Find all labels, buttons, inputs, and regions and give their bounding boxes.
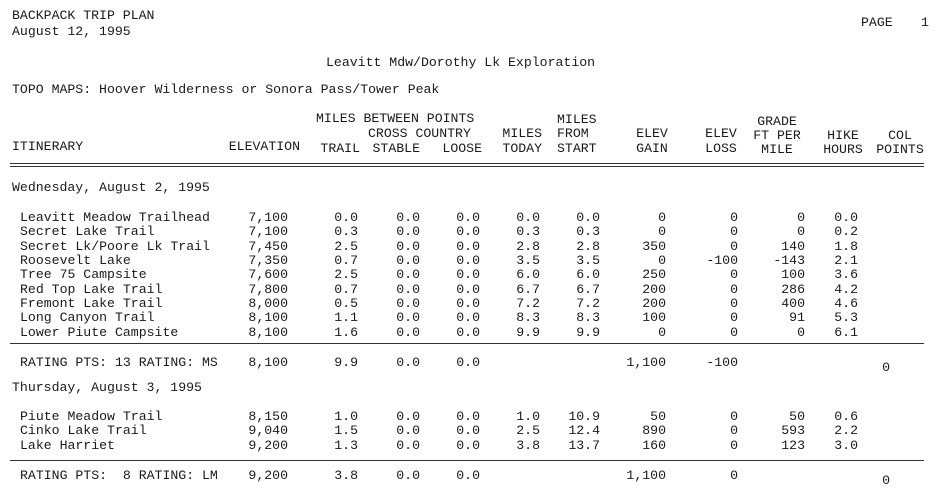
cell-grade: 50 xyxy=(789,409,805,424)
cell-trail: 0.5 xyxy=(334,296,358,311)
trip-title: Leavitt Mdw/Dorothy Lk Exploration xyxy=(326,55,596,70)
summary-elev-loss: 0 xyxy=(730,468,738,483)
waypoint-name: Secret Lk/Poore Lk Trail xyxy=(20,239,210,254)
cell-grade: 123 xyxy=(781,438,805,453)
summary-elev-loss: -100 xyxy=(706,355,738,370)
cell-loose: 0.0 xyxy=(456,438,480,453)
day-1-divider xyxy=(10,343,924,344)
waypoint-name: Leavitt Meadow Trailhead xyxy=(20,210,210,225)
cell-grade: 91 xyxy=(789,310,805,325)
cell-loose: 0.0 xyxy=(456,325,480,340)
cell-stable: 0.0 xyxy=(396,267,420,282)
cell-loss: 0 xyxy=(730,239,738,254)
cell-trail: 0.0 xyxy=(334,210,358,225)
cell-hours: 0.0 xyxy=(834,210,858,225)
waypoint-name: Long Canyon Trail xyxy=(20,310,155,325)
cell-grade: 286 xyxy=(781,282,805,297)
elev-loss-header-1: ELEV xyxy=(705,126,737,141)
cell-today: 0.3 xyxy=(516,224,540,239)
summary-elevation: 9,200 xyxy=(248,468,288,483)
cell-start: 6.7 xyxy=(576,282,600,297)
trail-header: TRAIL xyxy=(320,141,360,156)
topo-maps: TOPO MAPS: Hoover Wilderness or Sonora Pass/Tower Peak xyxy=(12,82,440,97)
cell-elev: 8,100 xyxy=(248,325,288,340)
cell-grade: 593 xyxy=(781,423,805,438)
cell-loose: 0.0 xyxy=(456,239,480,254)
cell-gain: 0 xyxy=(658,224,666,239)
waypoint-name: Cinko Lake Trail xyxy=(20,423,147,438)
cell-trail: 1.5 xyxy=(334,423,358,438)
cell-gain: 160 xyxy=(642,438,666,453)
cell-loose: 0.0 xyxy=(456,267,480,282)
cell-elev: 9,200 xyxy=(248,438,288,453)
cell-loose: 0.0 xyxy=(456,210,480,225)
cell-hours: 2.1 xyxy=(834,253,858,268)
cell-elev: 9,040 xyxy=(248,423,288,438)
cell-grade: 140 xyxy=(781,239,805,254)
plan-date: August 12, 1995 xyxy=(12,24,131,39)
cell-loose: 0.0 xyxy=(456,282,480,297)
cell-stable: 0.0 xyxy=(396,282,420,297)
cell-gain: 0 xyxy=(658,210,666,225)
miles-from-start-header-2: FROM xyxy=(557,126,589,141)
cell-today: 7.2 xyxy=(516,296,540,311)
plan-title: BACKPACK TRIP PLAN xyxy=(12,8,155,23)
cross-country-header: CROSS COUNTRY xyxy=(368,126,471,141)
cell-gain: 0 xyxy=(658,325,666,340)
cell-grade: 400 xyxy=(781,296,805,311)
cell-gain: 200 xyxy=(642,296,666,311)
elev-gain-header-1: ELEV xyxy=(636,126,668,141)
miles-between-points-header: MILES BETWEEN POINTS xyxy=(316,111,475,126)
cell-stable: 0.0 xyxy=(396,239,420,254)
summary-trail: 9.9 xyxy=(334,355,358,370)
cell-start: 13.7 xyxy=(568,438,600,453)
loose-header: LOOSE xyxy=(442,141,482,156)
miles-today-header-2: TODAY xyxy=(502,141,542,156)
cell-today: 0.0 xyxy=(516,210,540,225)
summary-stable: 0.0 xyxy=(396,468,420,483)
cell-grade: 0 xyxy=(797,224,805,239)
elev-loss-header-2: LOSS xyxy=(705,141,737,156)
cell-grade: -143 xyxy=(773,253,805,268)
cell-trail: 1.3 xyxy=(334,438,358,453)
cell-stable: 0.0 xyxy=(396,224,420,239)
cell-today: 6.0 xyxy=(516,267,540,282)
cell-gain: 200 xyxy=(642,282,666,297)
cell-start: 0.0 xyxy=(576,210,600,225)
cell-stable: 0.0 xyxy=(396,325,420,340)
waypoint-name: Tree 75 Campsite xyxy=(20,267,147,282)
day-date: Thursday, August 3, 1995 xyxy=(12,380,202,395)
cell-elev: 8,000 xyxy=(248,296,288,311)
cell-trail: 1.0 xyxy=(334,409,358,424)
cell-start: 3.5 xyxy=(576,253,600,268)
cell-trail: 0.3 xyxy=(334,224,358,239)
miles-from-start-header-3: START xyxy=(557,141,597,156)
cell-start: 12.4 xyxy=(568,423,600,438)
cell-hours: 0.2 xyxy=(834,224,858,239)
cell-grade: 100 xyxy=(781,267,805,282)
cell-hours: 5.3 xyxy=(834,310,858,325)
cell-elev: 7,100 xyxy=(248,224,288,239)
grade-header-3: MILE xyxy=(761,142,793,157)
cell-loss: 0 xyxy=(730,224,738,239)
waypoint-name: Lower Piute Campsite xyxy=(20,325,179,340)
cell-loss: 0 xyxy=(730,282,738,297)
cell-start: 2.8 xyxy=(576,239,600,254)
summary-stable: 0.0 xyxy=(396,355,420,370)
grade-header-2: FT PER xyxy=(753,128,801,143)
cell-gain: 50 xyxy=(650,409,666,424)
cell-today: 2.5 xyxy=(516,423,540,438)
cell-stable: 0.0 xyxy=(396,409,420,424)
waypoint-name: Lake Harriet xyxy=(20,438,115,453)
cell-elev: 7,100 xyxy=(248,210,288,225)
cell-elev: 8,100 xyxy=(248,310,288,325)
cell-stable: 0.0 xyxy=(396,296,420,311)
waypoint-name: Red Top Lake Trail xyxy=(20,282,163,297)
cell-loss: 0 xyxy=(730,210,738,225)
cell-hours: 0.6 xyxy=(834,409,858,424)
cell-start: 7.2 xyxy=(576,296,600,311)
cell-gain: 0 xyxy=(658,253,666,268)
cell-loss: 0 xyxy=(730,423,738,438)
stable-header: STABLE xyxy=(372,141,420,156)
cell-today: 3.5 xyxy=(516,253,540,268)
cell-elev: 8,150 xyxy=(248,409,288,424)
cell-gain: 350 xyxy=(642,239,666,254)
summary-col-points: 0 xyxy=(882,360,890,375)
miles-from-start-header-1: MILES xyxy=(557,112,597,127)
cell-trail: 1.1 xyxy=(334,310,358,325)
cell-elev: 7,350 xyxy=(248,253,288,268)
cell-trail: 0.7 xyxy=(334,282,358,297)
cell-hours: 4.6 xyxy=(834,296,858,311)
summary-elev-gain: 1,100 xyxy=(626,468,666,483)
cell-gain: 890 xyxy=(642,423,666,438)
cell-today: 6.7 xyxy=(516,282,540,297)
elev-gain-header-2: GAIN xyxy=(636,141,668,156)
cell-today: 9.9 xyxy=(516,325,540,340)
cell-loose: 0.0 xyxy=(456,409,480,424)
cell-trail: 2.5 xyxy=(334,267,358,282)
cell-loss: 0 xyxy=(730,267,738,282)
hike-hours-header-1: HIKE xyxy=(827,128,859,143)
cell-hours: 3.6 xyxy=(834,267,858,282)
cell-grade: 0 xyxy=(797,325,805,340)
cell-hours: 3.0 xyxy=(834,438,858,453)
cell-trail: 1.6 xyxy=(334,325,358,340)
rating-summary: RATING PTS: 8 RATING: LM xyxy=(20,468,218,483)
cell-loss: 0 xyxy=(730,296,738,311)
cell-stable: 0.0 xyxy=(396,438,420,453)
cell-stable: 0.0 xyxy=(396,210,420,225)
itinerary-header: ITINERARY xyxy=(12,139,84,154)
cell-loose: 0.0 xyxy=(456,296,480,311)
cell-stable: 0.0 xyxy=(396,253,420,268)
day-2-divider xyxy=(10,460,924,461)
cell-start: 8.3 xyxy=(576,310,600,325)
miles-today-header-1: MILES xyxy=(502,126,542,141)
summary-loose: 0.0 xyxy=(456,468,480,483)
page-number: 1 xyxy=(921,15,929,30)
cell-start: 6.0 xyxy=(576,267,600,282)
cell-loss: 0 xyxy=(730,438,738,453)
summary-loose: 0.0 xyxy=(456,355,480,370)
cell-stable: 0.0 xyxy=(396,310,420,325)
cell-today: 2.8 xyxy=(516,239,540,254)
cell-start: 10.9 xyxy=(568,409,600,424)
cell-start: 0.3 xyxy=(576,224,600,239)
cell-start: 9.9 xyxy=(576,325,600,340)
col-points-header-1: COL xyxy=(888,128,912,143)
cell-stable: 0.0 xyxy=(396,423,420,438)
cell-loss: 0 xyxy=(730,409,738,424)
summary-elev-gain: 1,100 xyxy=(626,355,666,370)
summary-trail: 3.8 xyxy=(334,468,358,483)
waypoint-name: Piute Meadow Trail xyxy=(20,409,163,424)
cell-loose: 0.0 xyxy=(456,310,480,325)
cell-hours: 2.2 xyxy=(834,423,858,438)
cell-hours: 4.2 xyxy=(834,282,858,297)
cell-today: 3.8 xyxy=(516,438,540,453)
cell-loose: 0.0 xyxy=(456,253,480,268)
waypoint-name: Roosevelt Lake xyxy=(20,253,131,268)
cell-gain: 250 xyxy=(642,267,666,282)
hike-hours-header-2: HOURS xyxy=(823,142,863,157)
cell-elev: 7,450 xyxy=(248,239,288,254)
summary-col-points: 0 xyxy=(882,473,890,488)
cell-hours: 6.1 xyxy=(834,325,858,340)
elevation-header: ELEVATION xyxy=(228,139,300,154)
cell-loss: 0 xyxy=(730,325,738,340)
cell-loss: 0 xyxy=(730,310,738,325)
waypoint-name: Fremont Lake Trail xyxy=(20,296,163,311)
rating-summary: RATING PTS: 13 RATING: MS xyxy=(20,355,218,370)
page-label: PAGE xyxy=(861,15,893,30)
cell-elev: 7,600 xyxy=(248,267,288,282)
grade-header-1: GRADE xyxy=(757,114,797,129)
header-divider xyxy=(10,163,924,167)
cell-trail: 0.7 xyxy=(334,253,358,268)
cell-loose: 0.0 xyxy=(456,224,480,239)
cell-gain: 100 xyxy=(642,310,666,325)
cell-today: 1.0 xyxy=(516,409,540,424)
waypoint-name: Secret Lake Trail xyxy=(20,224,155,239)
cell-loose: 0.0 xyxy=(456,423,480,438)
cell-elev: 7,800 xyxy=(248,282,288,297)
cell-today: 8.3 xyxy=(516,310,540,325)
cell-hours: 1.8 xyxy=(834,239,858,254)
col-points-header-2: POINTS xyxy=(876,142,924,157)
cell-grade: 0 xyxy=(797,210,805,225)
cell-trail: 2.5 xyxy=(334,239,358,254)
cell-loss: -100 xyxy=(706,253,738,268)
day-date: Wednesday, August 2, 1995 xyxy=(12,180,210,195)
summary-elevation: 8,100 xyxy=(248,355,288,370)
